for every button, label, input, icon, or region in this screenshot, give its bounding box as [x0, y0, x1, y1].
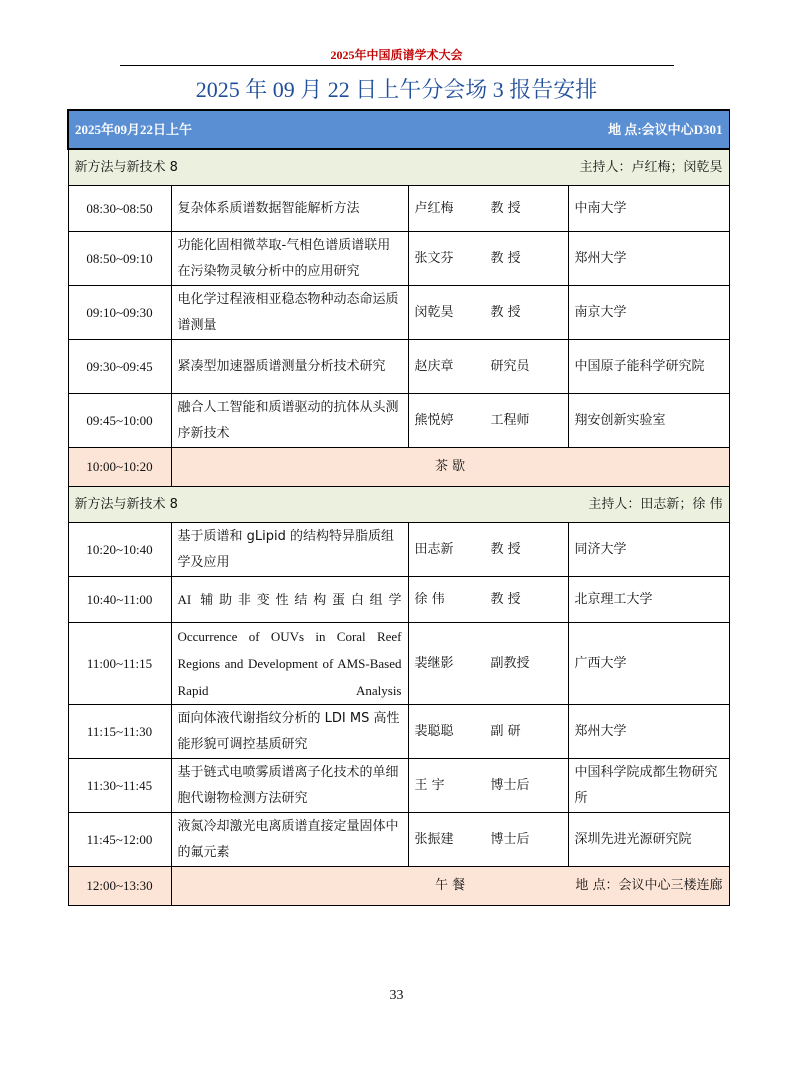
talk-row	[68, 286, 729, 340]
speaker-affiliation: 翔安创新实验室	[568, 394, 729, 448]
page-title: 2025 年 09 月 22 日上午分会场 3 报告安排	[195, 77, 598, 102]
speaker-name: 赵庆章	[414, 358, 454, 374]
talk-time: 09:10~09:30	[68, 286, 171, 340]
speaker-position: 研究员	[490, 358, 530, 374]
session-name: 新方法与新技术 8	[74, 496, 178, 512]
talk-row	[68, 186, 729, 232]
tea-break-row	[68, 448, 729, 487]
speaker-name: 熊悦婷	[414, 412, 454, 428]
speaker-position: 副 研	[490, 723, 521, 739]
speaker-affiliation: 深圳先进光源研究院	[568, 813, 729, 867]
speaker-affiliation: 中国科学院成都生物研究所	[568, 759, 729, 813]
talk-row	[68, 759, 729, 813]
speaker-position: 副教授	[490, 655, 530, 671]
talk-topic: 液氮冷却激光电离质谱直接定量固体中的氟元素	[171, 813, 408, 867]
speaker-name: 徐 伟	[414, 591, 445, 607]
talk-row	[68, 577, 729, 623]
lunch-label: 午 餐	[434, 878, 466, 893]
speaker-name: 张文芬	[414, 250, 454, 266]
talk-time: 09:30~09:45	[68, 340, 171, 394]
speaker-position: 博士后	[490, 831, 530, 847]
page-number: 33	[389, 988, 404, 1003]
session-name: 新方法与新技术 8	[74, 159, 178, 175]
talk-topic: 基于质谱和 gLipid 的结构特异脂质组学及应用	[171, 523, 408, 577]
talk-topic: 面向体液代谢指纹分析的 LDI MS 高性能形貌可调控基质研究	[171, 705, 408, 759]
talk-row	[68, 232, 729, 286]
speaker-position: 工程师	[490, 412, 530, 428]
location-label: 地 点:会议中心D301	[608, 121, 723, 137]
session-host: 主持人：田志新；徐 伟	[588, 496, 723, 512]
talk-time: 11:45~12:00	[68, 813, 171, 867]
talk-topic: 复杂体系质谱数据智能解析方法	[171, 186, 408, 232]
talk-row	[68, 394, 729, 448]
lunch-location: 地 点：会议中心三楼连廊	[575, 878, 723, 893]
talk-time: 09:45~10:00	[68, 394, 171, 448]
talk-time: 08:30~08:50	[68, 186, 171, 232]
speaker-affiliation: 郑州大学	[568, 232, 729, 286]
speaker-position: 教 授	[490, 200, 521, 216]
talk-topic: Occurrence of OUVs in Coral Reef Regions and Development of AMS-Based Rapid Analysis	[171, 623, 408, 705]
talk-topic: 电化学过程液相亚稳态物种动态命运质谱测量	[171, 286, 408, 340]
session-row	[68, 487, 729, 523]
speaker-position: 教 授	[490, 591, 521, 607]
speaker-affiliation: 同济大学	[568, 523, 729, 577]
talk-time: 11:15~11:30	[68, 705, 171, 759]
date-label: 2025年09月22日上午	[75, 121, 193, 137]
talk-topic: AI 辅助非变性结构蛋白组学	[171, 577, 408, 623]
conference-header: 2025年中国质谱学术大会	[330, 48, 463, 62]
speaker-affiliation: 北京理工大学	[568, 577, 729, 623]
talk-row	[68, 623, 729, 705]
session-row	[68, 149, 729, 186]
lunch-row	[68, 867, 729, 906]
speaker-affiliation: 郑州大学	[568, 705, 729, 759]
talk-row	[68, 705, 729, 759]
speaker-name: 裴聪聪	[414, 723, 454, 739]
speaker-position: 博士后	[490, 777, 530, 793]
talk-time: 10:20~10:40	[68, 523, 171, 577]
talk-row	[68, 523, 729, 577]
talk-topic: 基于链式电喷雾质谱离子化技术的单细胞代谢物检测方法研究	[171, 759, 408, 813]
speaker-name: 王 宇	[414, 777, 445, 793]
talk-time: 11:30~11:45	[68, 759, 171, 813]
speaker-position: 教 授	[490, 541, 521, 557]
talk-row	[68, 340, 729, 394]
talk-time: 11:00~11:15	[68, 623, 171, 705]
schedule-table	[67, 109, 730, 906]
talk-topic: 功能化固相微萃取-气相色谱质谱联用在污染物灵敏分析中的应用研究	[171, 232, 408, 286]
speaker-name: 卢红梅	[414, 200, 454, 216]
talk-time: 08:50~09:10	[68, 232, 171, 286]
speaker-name: 闵乾昊	[414, 304, 454, 320]
speaker-name: 张振建	[414, 831, 454, 847]
talk-topic: 紧凑型加速器质谱测量分析技术研究	[171, 340, 408, 394]
speaker-affiliation: 南京大学	[568, 286, 729, 340]
header-rule	[120, 65, 674, 66]
break-label: 茶 歇	[171, 448, 729, 487]
speaker-position: 教 授	[490, 250, 521, 266]
talk-time: 10:40~11:00	[68, 577, 171, 623]
talk-row	[68, 813, 729, 867]
break-time: 10:00~10:20	[68, 448, 171, 487]
lunch-time: 12:00~13:30	[68, 867, 171, 906]
speaker-name: 裴继影	[414, 655, 454, 671]
speaker-affiliation: 中南大学	[568, 186, 729, 232]
speaker-affiliation: 广西大学	[568, 623, 729, 705]
speaker-affiliation: 中国原子能科学研究院	[568, 340, 729, 394]
talk-topic: 融合人工智能和质谱驱动的抗体从头测序新技术	[171, 394, 408, 448]
speaker-name: 田志新	[414, 541, 454, 557]
date-header-row	[68, 110, 729, 149]
speaker-position: 教 授	[490, 304, 521, 320]
session-host: 主持人：卢红梅；闵乾昊	[579, 159, 723, 175]
